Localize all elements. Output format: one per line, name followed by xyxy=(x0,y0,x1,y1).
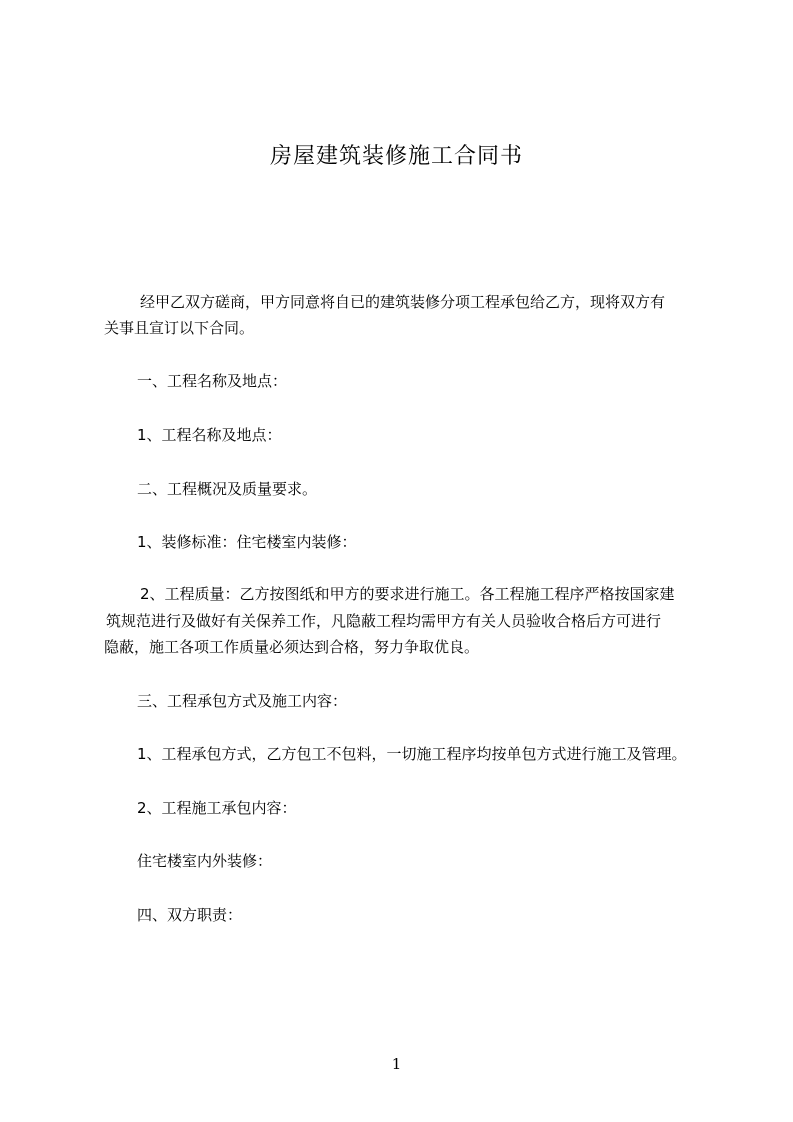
section-3-item-2: 2、工程施工承包内容： xyxy=(137,799,297,817)
intro-line-2: 关事且宣订以下合同。 xyxy=(104,319,255,337)
document-title: 房屋建筑装修施工合同书 xyxy=(269,144,523,169)
section-4-heading: 四、双方职责： xyxy=(137,906,243,924)
section-1-heading: 一、工程名称及地点： xyxy=(137,372,288,390)
intro-line-1: 经甲乙双方磋商，甲方同意将自已的建筑装修分项工程承包给乙方，现将双方有 xyxy=(140,293,666,311)
section-2-item-2-line-1: 2、工程质量：乙方按图纸和甲方的要求进行施工。各工程施工程序严格按国家建 xyxy=(140,585,675,603)
section-3-item-1: 1、工程承包方式，乙方包工不包料，一切施工程序均按单包方式进行施工及管理。 xyxy=(137,745,687,763)
page-number: 1 xyxy=(391,1055,402,1073)
section-2-item-1: 1、装修标准：住宅楼室内装修： xyxy=(137,533,357,551)
section-2-heading: 二、工程概况及质量要求。 xyxy=(137,480,318,498)
section-3-item-2-detail: 住宅楼室内外装修： xyxy=(137,852,273,870)
section-2-item-2-line-3: 隐蔽，施工各项工作质量必须达到合格，努力争取优良。 xyxy=(104,638,480,656)
section-3-heading: 三、工程承包方式及施工内容： xyxy=(137,692,348,710)
section-2-item-2-line-2: 筑规范进行及做好有关保养工作，凡隐蔽工程均需甲方有关人员验收合格后方可进行 xyxy=(106,612,662,630)
section-1-item-1: 1、工程名称及地点： xyxy=(137,426,282,444)
